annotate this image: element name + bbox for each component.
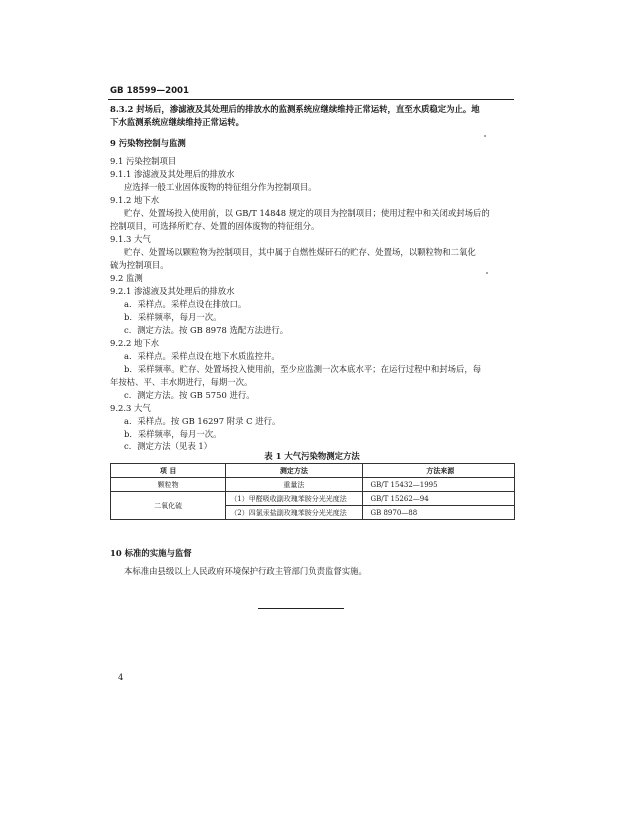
text-line: b．采样频率，每月一次。 [124,312,222,322]
scan-speck [486,272,488,274]
text-line: c．测定方法。按 GB 5750 进行。 [124,390,255,400]
cell-source: GB 8970—88 [362,506,514,520]
cell-source: GB/T 15432—1995 [362,478,514,492]
text-line: 9.2.1 渗滤液及其处理后的排放水 [110,286,235,296]
text-line: 9.1.1 渗滤液及其处理后的排放水 [110,169,235,179]
text-line: 贮存、处置场投入使用前，以 GB/T 14848 规定的项目为控制项目；使用过程中和关闭或封场后的 [124,208,490,218]
table-title: 表 1 大气污染物测定方法 [264,451,360,461]
text-line: 9.2.2 地下水 [110,338,160,348]
table-header-row [111,464,515,478]
text-line: 8.3.2 封场后，渗滤液及其处理后的排放水的监测系统应继续维持正常运转，直至水质稳定为止。地 [110,104,480,114]
table-row [111,492,515,506]
text-line: 9.2 监测 [110,273,143,283]
text-line: 本标准由县级以上人民政府环境保护行政主管部门负责监督实施。 [124,566,367,576]
table-row [111,478,515,492]
text-line: c．测定方法。按 GB 8978 选配方法进行。 [124,325,289,335]
text-line: 硫为控制项目。 [110,260,169,270]
cell-method: （2）四氯汞盐副玫瑰苯胺分光光度法 [226,506,362,520]
text-line: 年按枯、平、丰水期进行，每期一次。 [110,377,253,387]
scan-speck [484,135,486,137]
text-line: 贮存、处置场以颗粒物为控制项目，其中属于自燃性煤矸石的贮存、处置场，以颗粒物和二氧化 [124,247,476,257]
end-of-standard-rule [258,608,344,609]
text-line: c．测定方法（见表 1） [124,441,213,451]
text-line: 应选择一般工业固体废物的特征组分作为控制项目。 [124,182,317,192]
text-line: b．采样频率，每月一次。 [124,429,222,439]
text-line: 9 污染物控制与监测 [110,138,186,148]
standard-code: GB 18599—2001 [110,86,190,96]
text-line: 下水监测系统应继续维持正常运转。 [110,117,244,127]
header-rule [108,99,514,100]
cell-item: 二氧化硫 [111,492,226,520]
header-item: 项 目 [111,464,226,478]
text-line: 9.2.3 大气 [110,403,151,413]
text-line: 10 标准的实施与监督 [110,548,192,558]
text-line: 9.1.3 大气 [110,234,151,244]
header-source: 方法来源 [362,464,514,478]
text-line: a．采样点。采样点设在排放口。 [124,299,247,309]
header-method: 测定方法 [226,464,362,478]
text-line: a．采样点。采样点设在地下水质监控井。 [124,351,280,361]
text-line: 9.1.2 地下水 [110,195,160,205]
cell-method: （1）甲醛吸收副玫瑰苯胺分光光度法 [226,492,362,506]
cell-item: 颗粒物 [111,478,226,492]
cell-method: 重量法 [226,478,362,492]
pollutant-method-table [110,463,515,520]
text-line: a．采样点。按 GB 16297 附录 C 进行。 [124,416,281,426]
cell-source: GB/T 15262—94 [362,492,514,506]
text-line: 控制项目，可选择所贮存、处置的固体废物的特征组分。 [110,221,320,231]
text-line: b．采样频率。贮存、处置场投入使用前，至少应监测一次本底水平；在运行过程中和封场后，每 [124,364,482,374]
text-line: 9.1 污染控制项目 [110,156,177,166]
page-number: 4 [118,672,124,682]
